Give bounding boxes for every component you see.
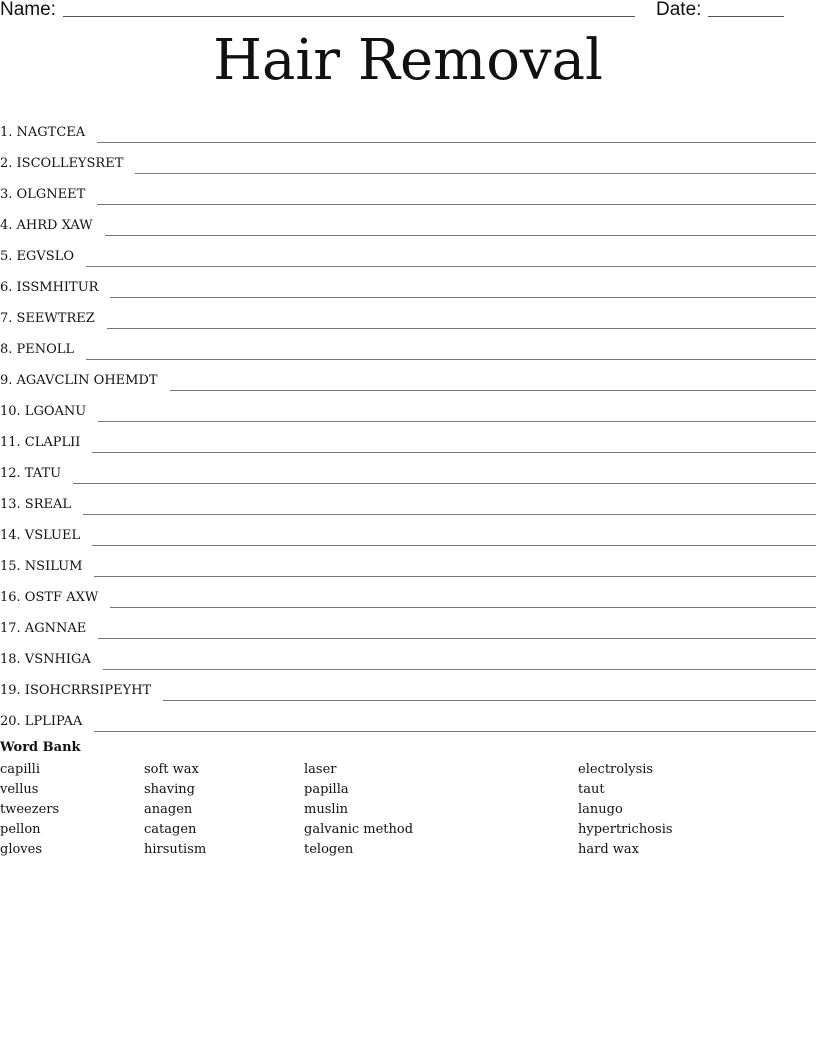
- word-bank-word: vellus: [0, 782, 39, 797]
- word-bank-word: hard wax: [578, 842, 640, 857]
- question-item: [0, 360, 816, 391]
- question-item: [0, 608, 816, 639]
- answer-line[interactable]: [98, 420, 816, 422]
- word-bank-word: muslin: [304, 802, 349, 817]
- answer-line[interactable]: [97, 203, 816, 205]
- word-bank-column: [0, 760, 59, 860]
- question-item: [0, 639, 816, 670]
- scrambled-word: 15. NSILUM: [0, 559, 83, 574]
- scrambled-word: 3. OLGNEET: [0, 187, 86, 202]
- scramble-question-list: [0, 112, 816, 732]
- scrambled-word: 10. LGOANU: [0, 404, 87, 419]
- scrambled-word: 2. ISCOLLEYSRET: [0, 156, 124, 171]
- scrambled-word: 9. AGAVCLIN OHEMDT: [0, 373, 158, 388]
- answer-line[interactable]: [73, 482, 816, 484]
- answer-line[interactable]: [86, 358, 816, 360]
- answer-line[interactable]: [98, 637, 816, 639]
- scrambled-word: 4. AHRD XAW: [0, 218, 93, 233]
- answer-line[interactable]: [92, 544, 816, 546]
- word-bank-title: Word Bank: [0, 740, 81, 755]
- answer-line[interactable]: [97, 141, 816, 143]
- question-item: [0, 577, 816, 608]
- word-bank-word: galvanic method: [304, 822, 414, 837]
- word-bank-word: catagen: [144, 822, 197, 837]
- word-bank-word: lanugo: [578, 802, 623, 817]
- question-item: [0, 143, 816, 174]
- word-bank-word: electrolysis: [578, 762, 654, 777]
- answer-line[interactable]: [86, 265, 816, 267]
- question-item: [0, 112, 816, 143]
- question-item: [0, 484, 816, 515]
- name-label: Name:: [0, 0, 56, 20]
- word-bank-word: soft wax: [144, 762, 199, 777]
- question-item: [0, 391, 816, 422]
- scrambled-word: 11. CLAPLII: [0, 435, 81, 450]
- answer-line[interactable]: [110, 296, 816, 298]
- question-item: [0, 267, 816, 298]
- answer-line[interactable]: [94, 575, 816, 577]
- date-label: Date:: [656, 0, 702, 20]
- word-bank-word: anagen: [144, 802, 193, 817]
- date-field[interactable]: [708, 16, 784, 17]
- scrambled-word: 19. ISOHCRRSIPEYHT: [0, 683, 152, 698]
- answer-line[interactable]: [163, 699, 816, 701]
- scrambled-word: 6. ISSMHITUR: [0, 280, 99, 295]
- scrambled-word: 14. VSLUEL: [0, 528, 81, 543]
- question-item: [0, 236, 816, 267]
- answer-line[interactable]: [170, 389, 816, 391]
- scrambled-word: 16. OSTF AXW: [0, 590, 99, 605]
- answer-line[interactable]: [107, 327, 816, 329]
- scrambled-word: 17. AGNNAE: [0, 621, 87, 636]
- word-bank-word: papilla: [304, 782, 349, 797]
- question-item: [0, 205, 816, 236]
- word-bank-word: hirsutism: [144, 842, 207, 857]
- question-item: [0, 329, 816, 360]
- answer-line[interactable]: [92, 451, 816, 453]
- answer-line[interactable]: [105, 234, 816, 236]
- question-item: [0, 546, 816, 577]
- scrambled-word: 5. EGVSLO: [0, 249, 74, 264]
- word-bank-word: telogen: [304, 842, 354, 857]
- answer-line[interactable]: [94, 730, 816, 732]
- word-bank-column: [304, 760, 413, 860]
- word-bank: [0, 760, 816, 870]
- word-bank-column: [144, 760, 206, 860]
- question-item: [0, 453, 816, 484]
- word-bank-word: tweezers: [0, 802, 60, 817]
- page-title: Hair Removal: [213, 28, 603, 93]
- scrambled-word: 18. VSNHIGA: [0, 652, 91, 667]
- answer-line[interactable]: [135, 172, 816, 174]
- word-bank-column: [578, 760, 673, 860]
- scrambled-word: 8. PENOLL: [0, 342, 75, 357]
- answer-line[interactable]: [103, 668, 816, 670]
- scrambled-word: 1. NAGTCEA: [0, 125, 86, 140]
- answer-line[interactable]: [110, 606, 816, 608]
- word-bank-word: capilli: [0, 762, 40, 777]
- answer-line[interactable]: [83, 513, 816, 515]
- question-item: [0, 298, 816, 329]
- name-field[interactable]: [63, 16, 635, 17]
- word-bank-word: laser: [304, 762, 337, 777]
- scrambled-word: 12. TATU: [0, 466, 62, 481]
- name-date-header: [0, 0, 816, 22]
- scrambled-word: 13. SREAL: [0, 497, 72, 512]
- question-item: [0, 515, 816, 546]
- word-bank-word: gloves: [0, 842, 43, 857]
- question-item: [0, 174, 816, 205]
- scrambled-word: 20. LPLIPAA: [0, 714, 83, 729]
- question-item: [0, 701, 816, 732]
- word-bank-word: pellon: [0, 822, 41, 837]
- question-item: [0, 422, 816, 453]
- scrambled-word: 7. SEEWTREZ: [0, 311, 95, 326]
- word-bank-word: taut: [578, 782, 605, 797]
- word-bank-word: hypertrichosis: [578, 822, 673, 837]
- word-bank-word: shaving: [144, 782, 195, 797]
- question-item: [0, 670, 816, 701]
